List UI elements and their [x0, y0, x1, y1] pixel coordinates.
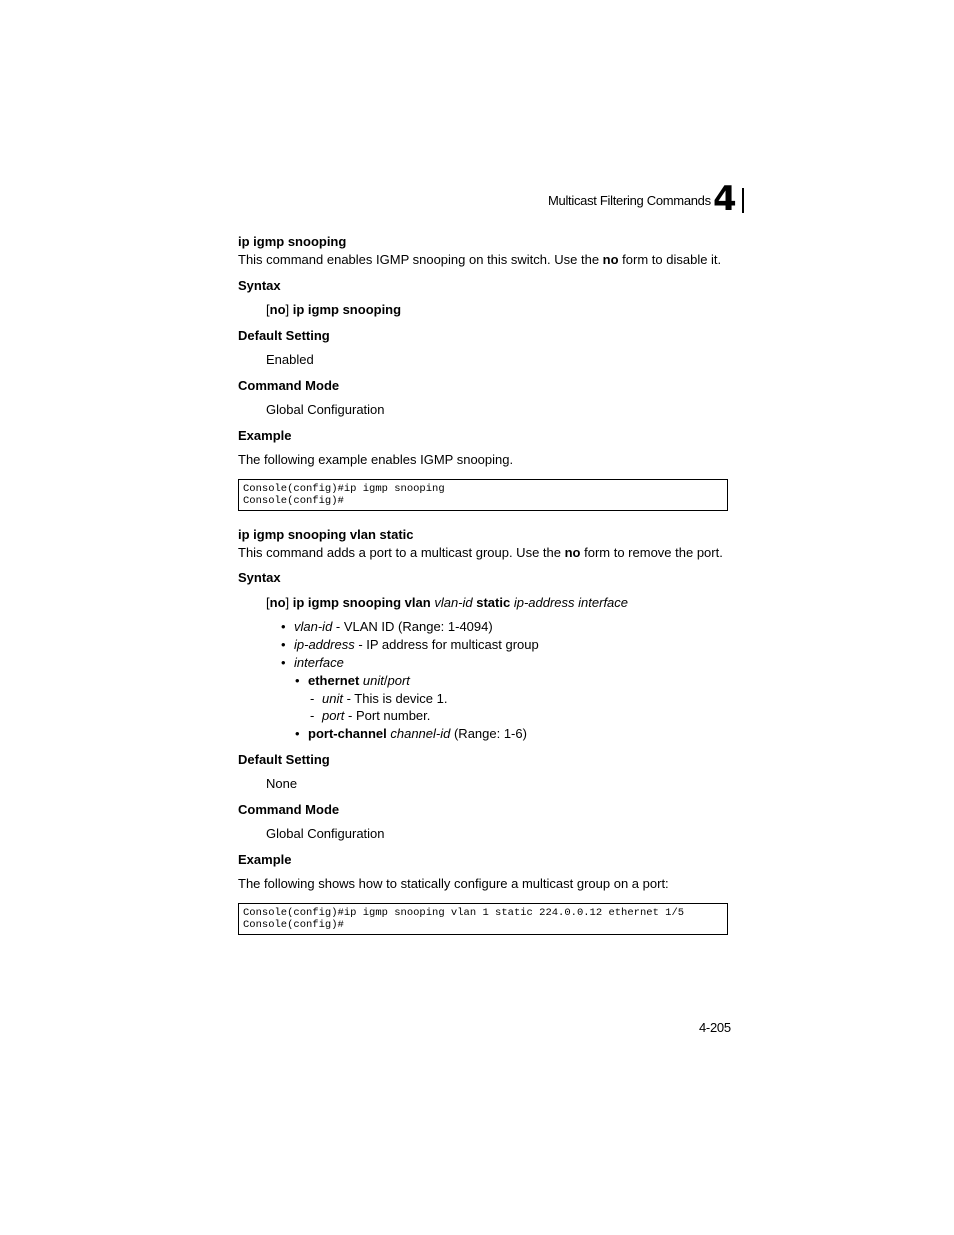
chapter-number: 4 — [713, 179, 737, 219]
section1-default-heading: Default Setting — [238, 328, 330, 343]
dash-icon: - — [310, 708, 315, 723]
section1-syntax: [no] ip igmp snooping — [266, 302, 402, 317]
param-port: port - Port number. — [322, 708, 431, 723]
section2-default-value: None — [266, 776, 298, 791]
section2-example-heading: Example — [238, 852, 292, 867]
section1-mode-heading: Command Mode — [238, 378, 340, 393]
section2-code-block — [238, 903, 728, 935]
section-title-ip-igmp-snooping: ip igmp snooping — [238, 234, 347, 249]
chapter-divider — [742, 188, 744, 213]
section2-mode-heading: Command Mode — [238, 802, 340, 817]
section-title-ip-igmp-snooping-vlan-static: ip igmp snooping vlan static — [238, 527, 414, 542]
bullet-icon: • — [281, 619, 286, 634]
section1-mode-value: Global Configuration — [266, 402, 385, 417]
param-port-channel: port-channel channel-id (Range: 1-6) — [308, 726, 527, 741]
code-line: Console(config)# — [243, 495, 344, 507]
section1-code-block — [238, 479, 728, 511]
section1-description: This command enables IGMP snooping on this switch. Use the no form to disable it. — [238, 252, 722, 267]
dash-icon: - — [310, 691, 315, 706]
section2-mode-value: Global Configuration — [266, 826, 385, 841]
section1-default-value: Enabled — [266, 352, 314, 367]
bullet-icon: • — [281, 655, 286, 670]
section2-example-intro: The following shows how to statically configure a multicast group on a port: — [238, 876, 669, 891]
bullet-icon: • — [295, 726, 300, 741]
section2-default-heading: Default Setting — [238, 752, 330, 767]
param-ethernet: ethernet unit/port — [308, 673, 410, 688]
param-ip-address: ip-address - IP address for multicast group — [294, 637, 539, 652]
code-line: Console(config)#ip igmp snooping vlan 1 static 224.0.0.12 ethernet 1/5 — [243, 907, 685, 919]
section2-syntax: [no] ip igmp snooping vlan vlan-id static ip-address interface — [266, 595, 629, 610]
bullet-icon: • — [281, 637, 286, 652]
chapter-title: Multicast Filtering Commands — [548, 193, 711, 208]
bullet-icon: • — [295, 673, 300, 688]
section1-example-heading: Example — [238, 428, 292, 443]
section1-syntax-heading: Syntax — [238, 278, 281, 293]
param-vlan-id: vlan-id - VLAN ID (Range: 1-4094) — [294, 619, 493, 634]
code-line: Console(config)#ip igmp snooping — [243, 483, 445, 495]
param-interface: interface — [294, 655, 344, 670]
section1-example-intro: The following example enables IGMP snooping. — [238, 452, 514, 467]
param-unit: unit - This is device 1. — [322, 691, 448, 706]
section2-syntax-heading: Syntax — [238, 570, 281, 585]
page-number: 4-205 — [699, 1020, 731, 1035]
code-line: Console(config)# — [243, 919, 344, 931]
section2-description: This command adds a port to a multicast group. Use the no form to remove the port. — [238, 545, 723, 560]
